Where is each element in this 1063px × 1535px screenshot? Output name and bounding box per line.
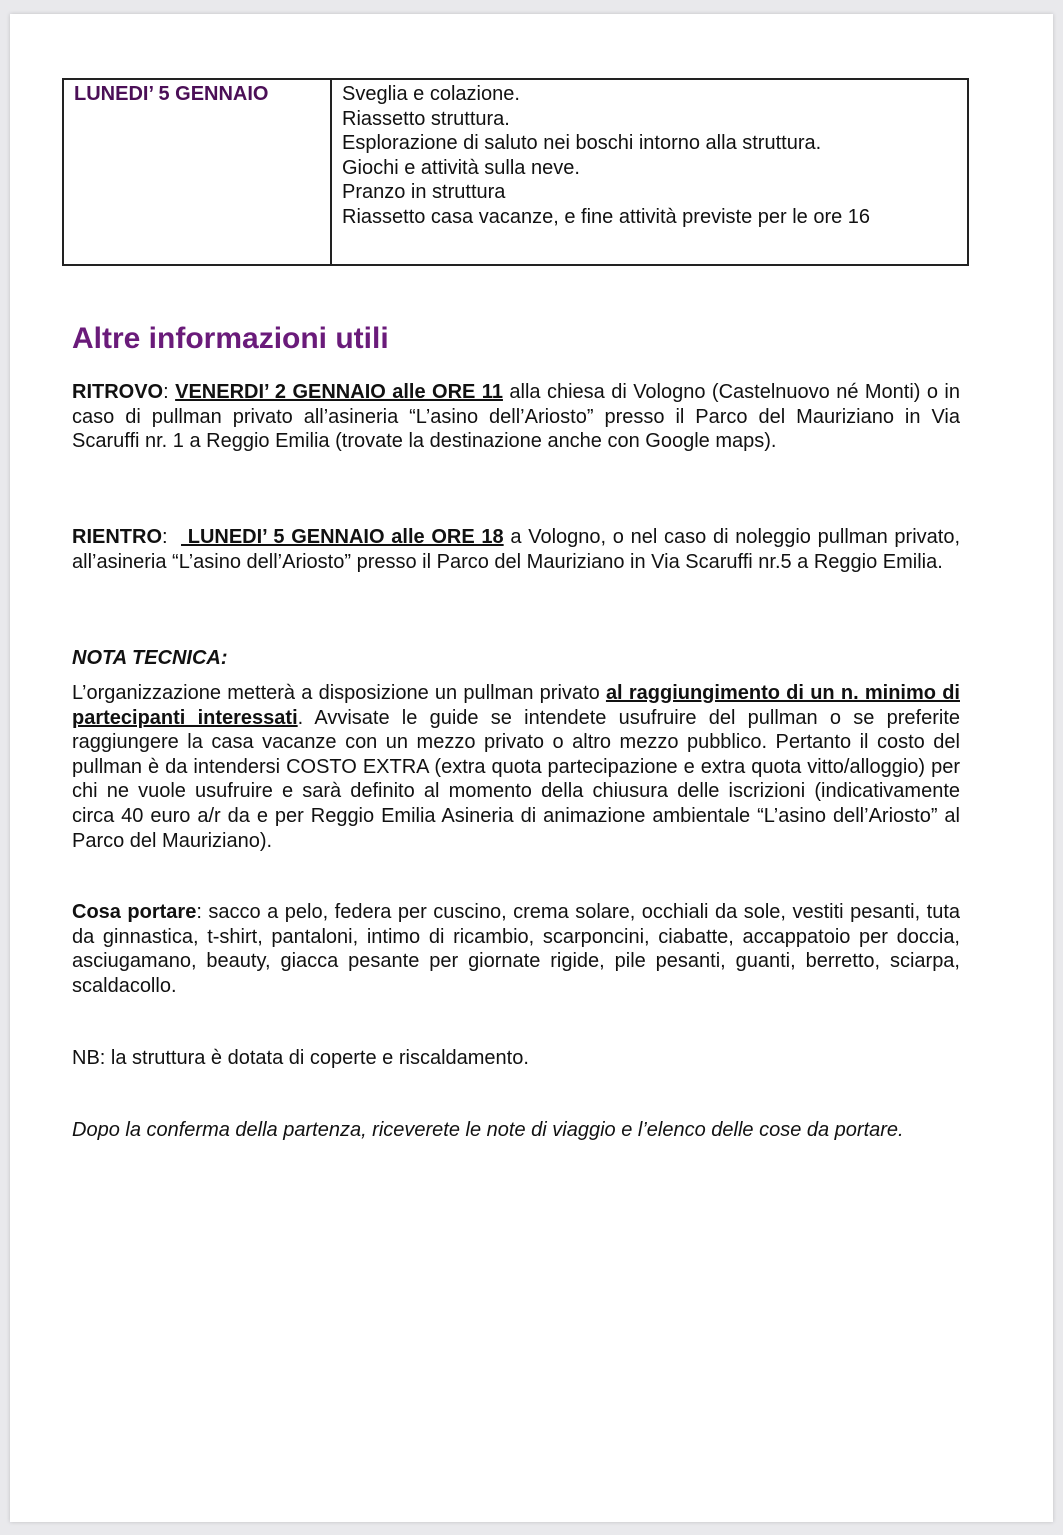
ritrovo-text: alla chiesa di Volognо (Castelnuovo né Monti) o in caso di pullman privato all’asineria “L’asino dell’Ariosto” presso il Parco del Mauriziano in Via Scaruffi nr. 1 a Reggio Emilia (trovate la destinazione anche con Google maps). — [72, 381, 960, 453]
rientro-label: RIENTRO — [72, 526, 162, 548]
closing-note: Dopo la conferma della partenza, riceverete le note di viaggio e l’elenco delle cose da portare. — [72, 1119, 904, 1141]
activity-item: Riassetto struttura. — [342, 107, 510, 130]
nota-title: NOTA TECNICA: — [72, 647, 228, 669]
ritrovo-separator: : — [163, 381, 176, 403]
nota-emphasis: al raggiungimento di un n. minimo di partecipanti interessati — [72, 682, 960, 729]
cosa-portare-paragraph — [72, 900, 960, 998]
activity-item: Giochi e attività sulla neve. — [342, 156, 580, 179]
section-heading: Altre informazioni utili — [72, 322, 389, 355]
ritrovo-paragraph — [72, 380, 960, 454]
document-page — [10, 14, 1053, 1522]
rientro-date: LUNEDI’ 5 GENNAIO alle ORE 18 — [181, 526, 504, 548]
nota-rest: . Avvisate le guide se intendete usufruire del pullman o se preferite raggiungere la casa vacanze con un mezzo privato o altro mezzo pubblico. Pertanto il costo del pullman è da intendersi COSTO EXTRA (extra quota partecipazione e extra quota vitto/alloggio) per chi ne vuole usufruire e sarà definito al momento della chiusura delle iscrizioni (indicativamente circa 40 euro a/r da e per Reggio Emilia Asineria di animazione ambientale “L’asino dell’Ariosto” al Parco del Mauriziano). — [72, 706, 960, 852]
nota-intro: L’organizzazione metterà a disposizione un pullman privato — [72, 682, 606, 704]
schedule-activities — [331, 79, 968, 265]
cosa-portare-text: : sacco a pelo, federa per cuscino, crema solare, occhiali da sole, vestiti pesanti, tuta da ginnastica, t-shirt, pantaloni, intimo di ricambio, scarponcini, ciabatte, accappatoio per doccia, asciugamano, beauty, giacca pesante per giornate rigide, pile pesanti, guanti, berretto, sciarpa, scaldacollo. — [72, 901, 961, 997]
ritrovo-date: VENERDI’ 2 GENNAIO alle ORE 11 — [175, 381, 503, 403]
nota-paragraph — [72, 681, 960, 853]
activity-item: Riassetto casa vacanze, e fine attività previste per le ore 16 — [342, 205, 871, 228]
rientro-paragraph — [72, 525, 960, 574]
activity-item: Esplorazione di saluto nei boschi intorno alla struttura. — [342, 132, 822, 155]
activity-item: Pranzo in struttura — [342, 181, 506, 204]
schedule-table — [62, 78, 969, 266]
table-row — [63, 79, 968, 265]
activity-item: Sveglia e colazione. — [342, 83, 520, 105]
cosa-portare-label: Cosa portare — [72, 901, 197, 923]
rientro-separator: : — [162, 526, 182, 548]
ritrovo-label: RITROVO — [72, 381, 164, 403]
rientro-text: a Vologno, o nel caso di noleggio pullman privato, all’asineria “L’asino dell’Ariosto” presso il Parco del Mauriziano in Via Scaruffi nr.5 a Reggio Emilia. — [72, 526, 961, 573]
schedule-day: LUNEDI’ 5 GENNAIO — [63, 79, 331, 265]
nb-note: NB: la struttura è dotata di coperte e riscaldamento. — [72, 1047, 529, 1069]
